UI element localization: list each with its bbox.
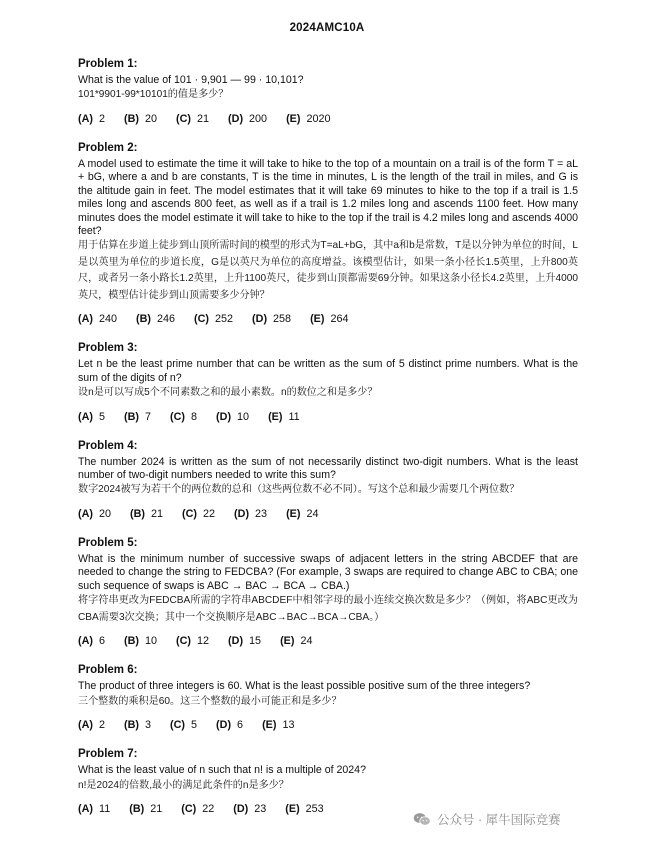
- answer-option: [285, 802, 323, 816]
- answer-option: [170, 718, 197, 732]
- option-letter: (E): [268, 410, 283, 423]
- answer-option: [194, 312, 233, 326]
- problem-block: [78, 141, 578, 326]
- option-letter: (E): [286, 112, 301, 125]
- answer-option: [124, 634, 157, 648]
- answer-option: [234, 507, 267, 521]
- problem-chinese-text: 用于估算在步道上徒步到山顶所需时间的模型的形式为T=aL+bG，其中a和b是常数，T是以分钟为单位的时间，L是以英里为单位的步道长度，G是以英尺为单位的高度增益。该模型估计，如果一条小径长1.5英里，上升800英尺，或者另一条小路长1.2英里，上升1100英尺，徒步到山顶都需要69分钟。如果这条小径长4.2英里，上升4000英尺，模型估计徒步到山顶需要多少分钟？: [78, 240, 578, 301]
- option-letter: (B): [124, 410, 140, 423]
- option-letter: (D): [228, 635, 244, 648]
- problem-list: [78, 57, 578, 831]
- option-value: 6: [237, 719, 244, 732]
- option-value: 22: [203, 507, 216, 520]
- option-letter: (A): [78, 719, 93, 732]
- option-letter: (B): [124, 112, 140, 125]
- problem-header: Problem 4:: [78, 439, 138, 452]
- option-value: 246: [157, 313, 176, 326]
- answer-option: [124, 112, 157, 126]
- answer-choices: [78, 718, 578, 732]
- problem-block: [78, 57, 578, 126]
- problem-english-text: A model used to estimate the time it will take to hike to the top of a mountain on a trail is of the form T = aL + bG, where a and b are constants, T is the time in minutes, L is the length of the trail in miles, and G is the altitude gain in feet. The model estimates that it will take 69 minutes to hike to the top if a trail is 1.5 miles long and ascends 800 feet, as well as if a trail is 1.2 miles long and ascends 1100 feet. How many minutes does the model estimate it will take to hike to the top if the trail is 4.2 miles long and ascends 4000 feet?: [78, 157, 578, 237]
- answer-option: [136, 312, 175, 326]
- answer-option: [233, 802, 266, 816]
- problem-english-text: Let n be the least prime number that can be written as the sum of 5 distinct prime numbers. What is the sum of the digits of n?: [78, 358, 578, 384]
- option-letter: (A): [78, 803, 93, 815]
- problem-header: Problem 3:: [78, 342, 138, 355]
- answer-choices: [78, 634, 578, 648]
- option-value: 11: [99, 803, 111, 815]
- problem-chinese-text: 将字符串更改为FEDCBA所需的字符串ABCDEF中相邻字母的最小连续交换次数是多少？（例如，将ABC更改为CBA需要3次交换；其中一个交换顺序是ABC→BAC→BCA→CBA。）: [78, 595, 578, 623]
- problem-english-text: What is the minimum number of successive swaps of adjacent letters in the string ABCDEF that are needed to change the string to FEDCBA? (For example, 3 swaps are required to change ABC to CBA; one such sequence of swaps is ABC → BAC → BCA → CBA.): [78, 552, 578, 592]
- answer-option: [280, 634, 312, 648]
- option-letter: (C): [194, 313, 210, 326]
- option-value: 23: [254, 803, 267, 815]
- answer-option: [130, 507, 163, 521]
- option-letter: (E): [286, 507, 301, 520]
- problem-block: [78, 341, 578, 423]
- problem-header: Problem 1:: [78, 58, 138, 70]
- option-value: 20: [99, 507, 112, 520]
- option-value: 6: [99, 635, 106, 648]
- option-value: 11: [288, 410, 300, 423]
- problem-chinese-text: 设n是可以写成5个不同素数之和的最小素数。n的数位之和是多少？: [78, 387, 378, 399]
- problem-chinese-text: 数字2024被写为若干个的两位数的总和（这些两位数不必不同）。写这个总和最少需要几个两位数？: [78, 484, 520, 496]
- answer-option: [129, 802, 162, 816]
- option-letter: (A): [78, 635, 93, 648]
- option-letter: (A): [78, 313, 93, 326]
- option-letter: (C): [176, 635, 192, 648]
- problem-chinese-text: n!是2024的倍数,最小的满足此条件的n是多少？: [78, 779, 289, 791]
- answer-option: [228, 112, 267, 126]
- option-letter: (E): [280, 635, 295, 648]
- option-letter: (E): [262, 719, 277, 732]
- answer-option: [124, 410, 151, 424]
- option-letter: (C): [181, 803, 197, 815]
- option-value: 15: [249, 635, 262, 648]
- option-value: 200: [249, 112, 268, 125]
- option-value: 253: [305, 803, 324, 815]
- answer-choices: [78, 410, 578, 424]
- option-value: 21: [197, 112, 210, 125]
- problem-header: Problem 5:: [78, 536, 138, 549]
- option-letter: (A): [78, 112, 93, 125]
- option-letter: (D): [216, 719, 232, 732]
- option-letter: (A): [78, 507, 93, 520]
- option-value: 20: [145, 112, 158, 125]
- option-letter: (C): [176, 112, 192, 125]
- option-value: 10: [237, 410, 250, 423]
- option-value: 264: [330, 313, 349, 326]
- option-value: 24: [306, 507, 319, 520]
- option-letter: (E): [310, 313, 325, 326]
- option-value: 240: [99, 313, 118, 326]
- option-letter: (A): [78, 410, 93, 423]
- option-letter: (D): [216, 410, 232, 423]
- problem-header: Problem 2:: [78, 141, 138, 154]
- answer-choices: [78, 507, 578, 521]
- option-letter: (D): [233, 803, 249, 815]
- option-letter: (B): [124, 719, 140, 732]
- answer-option: [124, 718, 151, 732]
- option-value: 12: [197, 635, 210, 648]
- problem-english-text: What is the least value of n such that n! is a multiple of 2024?: [78, 764, 366, 777]
- option-letter: (B): [129, 803, 145, 815]
- answer-option: [268, 410, 300, 424]
- problem-header: Problem 6:: [78, 664, 138, 677]
- answer-option: [78, 112, 105, 126]
- answer-option: [310, 312, 348, 326]
- page-title: 2024AMC10A: [289, 22, 365, 34]
- answer-option: [78, 802, 110, 816]
- option-letter: (C): [170, 719, 186, 732]
- option-value: 8: [191, 410, 198, 423]
- option-value: 5: [191, 719, 198, 732]
- option-letter: (C): [170, 410, 186, 423]
- answer-option: [286, 112, 330, 126]
- wechat-icon: [413, 812, 431, 827]
- problem-english-text: The number 2024 is written as the sum of not necessarily distinct two-digit numbers. What is the least number of two-digit numbers needed to write this sum?: [78, 455, 578, 482]
- option-letter: (D): [234, 507, 250, 520]
- option-value: 21: [150, 803, 163, 815]
- answer-option: [176, 634, 209, 648]
- answer-option: [170, 410, 197, 424]
- answer-option: [181, 802, 214, 816]
- option-value: 22: [202, 803, 215, 815]
- option-value: 5: [99, 410, 106, 423]
- problem-english-text: What is the value of 101 · 9,901 — 99 · 10,101?: [78, 74, 304, 86]
- answer-option: [78, 410, 105, 424]
- answer-option: [252, 312, 291, 326]
- option-value: 2: [99, 719, 106, 732]
- answer-option: [286, 507, 318, 521]
- option-value: 7: [145, 410, 152, 423]
- answer-option: [216, 718, 243, 732]
- option-value: 10: [145, 635, 158, 648]
- problem-block: [78, 439, 578, 521]
- option-letter: (B): [136, 313, 152, 326]
- option-letter: (B): [130, 507, 146, 520]
- option-value: 2020: [306, 112, 331, 125]
- option-letter: (D): [228, 112, 244, 125]
- option-value: 3: [145, 719, 152, 732]
- problem-block: [78, 663, 578, 732]
- option-value: 24: [300, 635, 313, 648]
- problem-block: [78, 747, 578, 816]
- option-letter: (E): [285, 803, 300, 815]
- answer-choices: [78, 312, 578, 326]
- watermark-text: 公众号 · 犀牛国际竞赛: [437, 813, 561, 827]
- problem-header: Problem 7:: [78, 748, 138, 761]
- watermark: [413, 810, 561, 828]
- option-value: 2: [99, 112, 106, 125]
- option-value: 258: [273, 313, 292, 326]
- option-letter: (D): [252, 313, 268, 326]
- answer-choices: [78, 112, 578, 126]
- answer-option: [228, 634, 261, 648]
- option-value: 13: [282, 719, 295, 732]
- problem-chinese-text: 101*9901-99*10101的值是多少？: [78, 89, 229, 101]
- answer-option: [262, 718, 294, 732]
- option-letter: (B): [124, 635, 140, 648]
- answer-option: [78, 718, 105, 732]
- option-letter: (C): [182, 507, 198, 520]
- problem-block: [78, 536, 578, 648]
- option-value: 23: [255, 507, 268, 520]
- answer-option: [78, 507, 111, 521]
- answer-option: [216, 410, 249, 424]
- answer-option: [176, 112, 209, 126]
- answer-option: [78, 634, 105, 648]
- option-value: 252: [215, 313, 234, 326]
- answer-option: [78, 312, 117, 326]
- problem-chinese-text: 三个整数的乘积是60。这三个整数的最小可能正和是多少？: [78, 695, 342, 707]
- option-value: 21: [151, 507, 164, 520]
- answer-option: [182, 507, 215, 521]
- problem-english-text: The product of three integers is 60. What is the least possible positive sum of the three integers?: [78, 680, 531, 693]
